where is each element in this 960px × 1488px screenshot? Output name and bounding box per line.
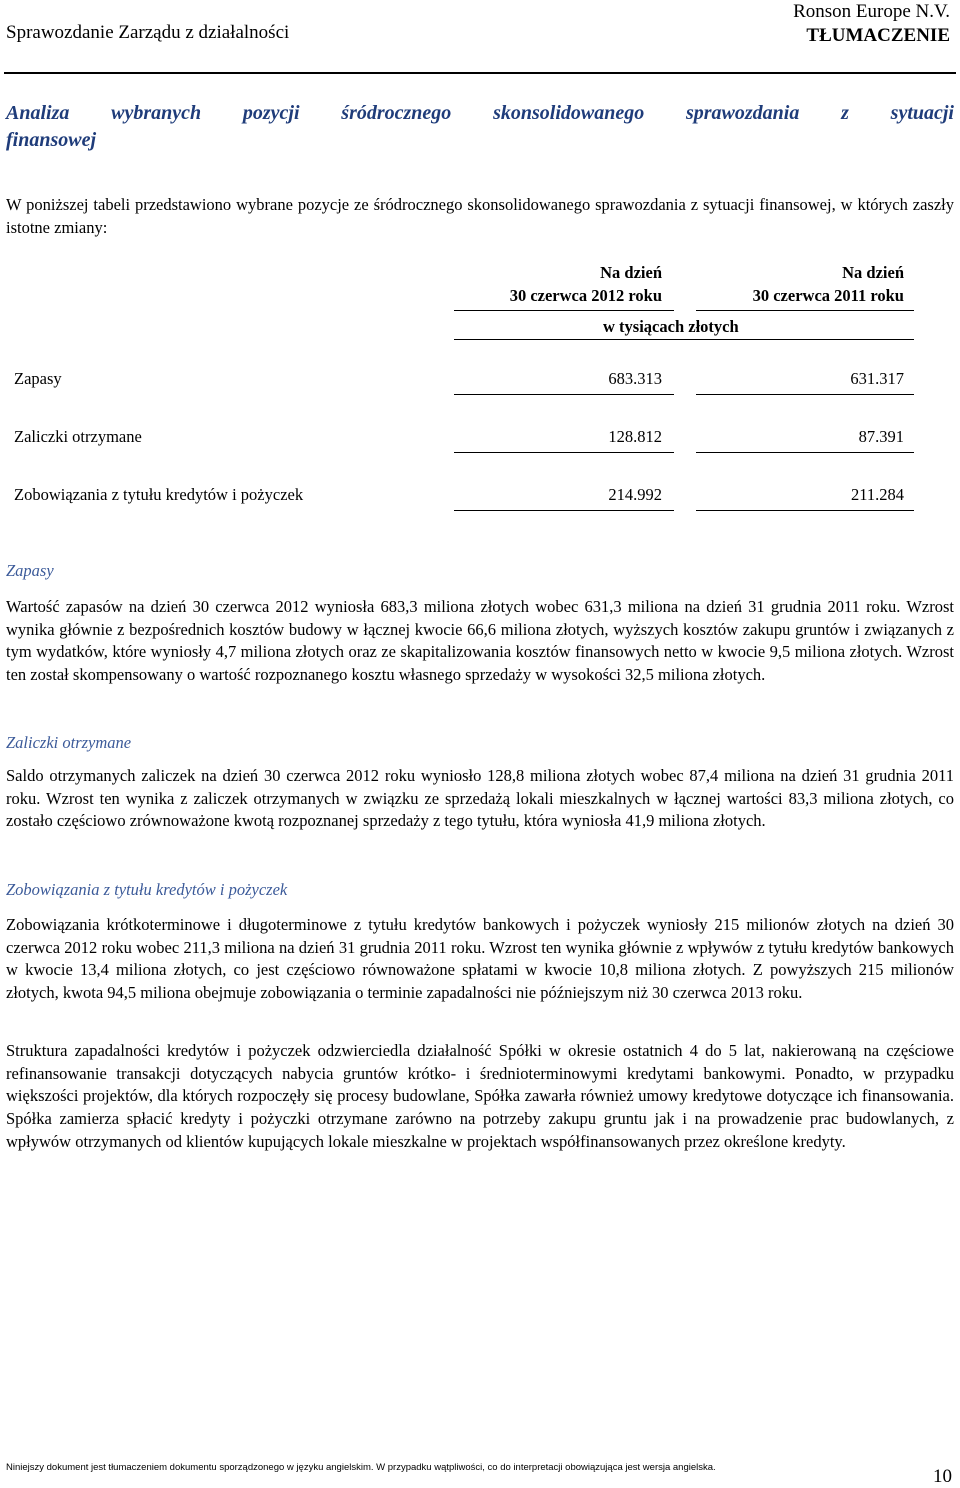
col-2012-header-rule — [454, 310, 674, 311]
col-2011-header — [690, 261, 904, 307]
col-2011-line1: Na dzień — [842, 263, 904, 282]
col-2011-line2: 30 czerwca 2011 roku — [752, 286, 904, 305]
value-2011: 631.317 — [850, 369, 904, 388]
company-name: Ronson Europe N.V. — [793, 1, 950, 22]
value-rule — [696, 394, 914, 395]
section-text-zobowiazania: Zobowiązania krótkoterminowe i długoterminowe z tytułu kredytów bankowych i pożyczek wyniosły 215 milionów złotych na dzień 30 czerwca 2012 roku wobec 211,3 miliona na dzień 31 grudnia 2011 roku. Wzrost ten wynika głównie z wpływów z tytułu kredytów bankowych w kwocie 13,4 miliona złotych, co jest częściowo równoważone spłatami w kwocie 10,8 miliona złotych. Z powyższych 215 milionów złotych, kwota 94,5 miliona obejmuje zobowiązania o terminie zapadalności nie późniejszym niż 30 czerwca 2013 roku. — [6, 915, 954, 1003]
section-text-zaliczki: Saldo otrzymanych zaliczek na dzień 30 czerwca 2012 roku wyniosło 128,8 miliona złotych wobec 87,4 miliona na dzień 31 grudnia 2011 roku. Wzrost ten wynika z zaliczek otrzymanych w związku ze sprzedażą lokali mieszkalnych w łącznej wartości 83,3 miliona złotych, co zostało częściowo zrównoważone kwotą rozpoznanej sprzedaży z tego tytułu, która wyniosła 41,9 miliona złotych. — [6, 766, 954, 831]
section-heading-zapasy: Zapasy — [6, 561, 54, 580]
value-rule — [454, 394, 674, 395]
col-2012-header — [440, 261, 662, 307]
row-label: Zaliczki otrzymane — [14, 427, 142, 446]
value-rule — [454, 510, 674, 511]
section-text-zapasy: Wartość zapasów na dzień 30 czerwca 2012 wyniosła 683,3 miliona złotych wobec 631,3 miliona na dzień 31 grudnia 2011 roku. Wzrost wynika głównie z bezpośrednich kosztów budowy w łącznej kwocie 66,6 miliona złotych, wyższych kosztów zakupu gruntów i związanych z tym wydatków, które wyniosły 4,7 miliona złotych oraz ze skapitalizowania kosztów finansowych netto w kwocie 9,5 miliona złotych. Wzrost ten został skompensowany o wartość rozpoznanego kosztu własnego sprzedaży w wysokości 32,5 miliona złotych. — [6, 597, 954, 685]
value-2012: 214.992 — [608, 485, 662, 504]
report-title-header: Sprawozdanie Zarządu z działalności — [6, 22, 290, 43]
value-2011: 211.284 — [850, 485, 904, 504]
section-heading-zobowiazania: Zobowiązania z tytułu kredytów i pożyczek — [6, 880, 288, 899]
value-2011: 87.391 — [858, 427, 904, 446]
header-right — [793, 0, 950, 48]
unit-label: w tysiącach złotych — [603, 317, 739, 336]
section-text-zobowiazania-2: Struktura zapadalności kredytów i pożyczek odzwierciedla działalność Spółki w okresie ostatnich 4 do 5 lat, nakierowaną na częściowe refinansowanie transakcji dotyczących nabycia gruntów krótko- i średnioterminowymi kredytami bankowymi. Ponadto, w przypadku większości projektów, dla których rozpoczęły się procesy budowlane, Spółka zawarła również umowy kredytowe dotyczące ich finansowania. Spółka zamierza spłacić kredyty i pożyczki otrzymane zarówno na potrzeby zakupu gruntu jak i na prowadzenie prac budowlanych, z wpływów otrzymanych od klientów kupujących lokale mieszkalne w projektach współfinansowanych przez określone kredyty. — [6, 1041, 954, 1151]
page-title — [6, 100, 954, 154]
row-label: Zobowiązania z tytułu kredytów i pożyczek — [14, 485, 304, 504]
translation-label: TŁUMACZENIE — [806, 25, 950, 46]
row-label: Zapasy — [14, 369, 62, 388]
title-line-2: finansowej — [6, 129, 97, 151]
value-rule — [696, 510, 914, 511]
col-2011-header-rule — [696, 310, 914, 311]
col-2012-line2: 30 czerwca 2012 roku — [509, 286, 662, 305]
value-2012: 683.313 — [608, 369, 662, 388]
col-2012-line1: Na dzień — [600, 263, 662, 282]
title-line-1: Analiza wybranych pozycji śródrocznego skonsolidowanego sprawozdania z sytuacji — [6, 102, 954, 124]
value-rule — [696, 452, 914, 453]
footer-note: Niniejszy dokument jest tłumaczeniem dokumentu sporządzonego w języku angielskim. W przypadku wątpliwości, co do interpretacji obowiązująca jest wersja angielska. — [6, 1462, 716, 1473]
header-rule — [4, 72, 956, 74]
value-rule — [454, 452, 674, 453]
page-number: 10 — [933, 1466, 952, 1487]
section-heading-zaliczki: Zaliczki otrzymane — [6, 733, 132, 752]
unit-rule — [454, 339, 914, 340]
intro-paragraph: W poniższej tabeli przedstawiono wybrane pozycje ze śródrocznego skonsolidowanego sprawozdania z sytuacji finansowej, w których zaszły istotne zmiany: — [6, 195, 954, 237]
value-2012: 128.812 — [608, 427, 662, 446]
